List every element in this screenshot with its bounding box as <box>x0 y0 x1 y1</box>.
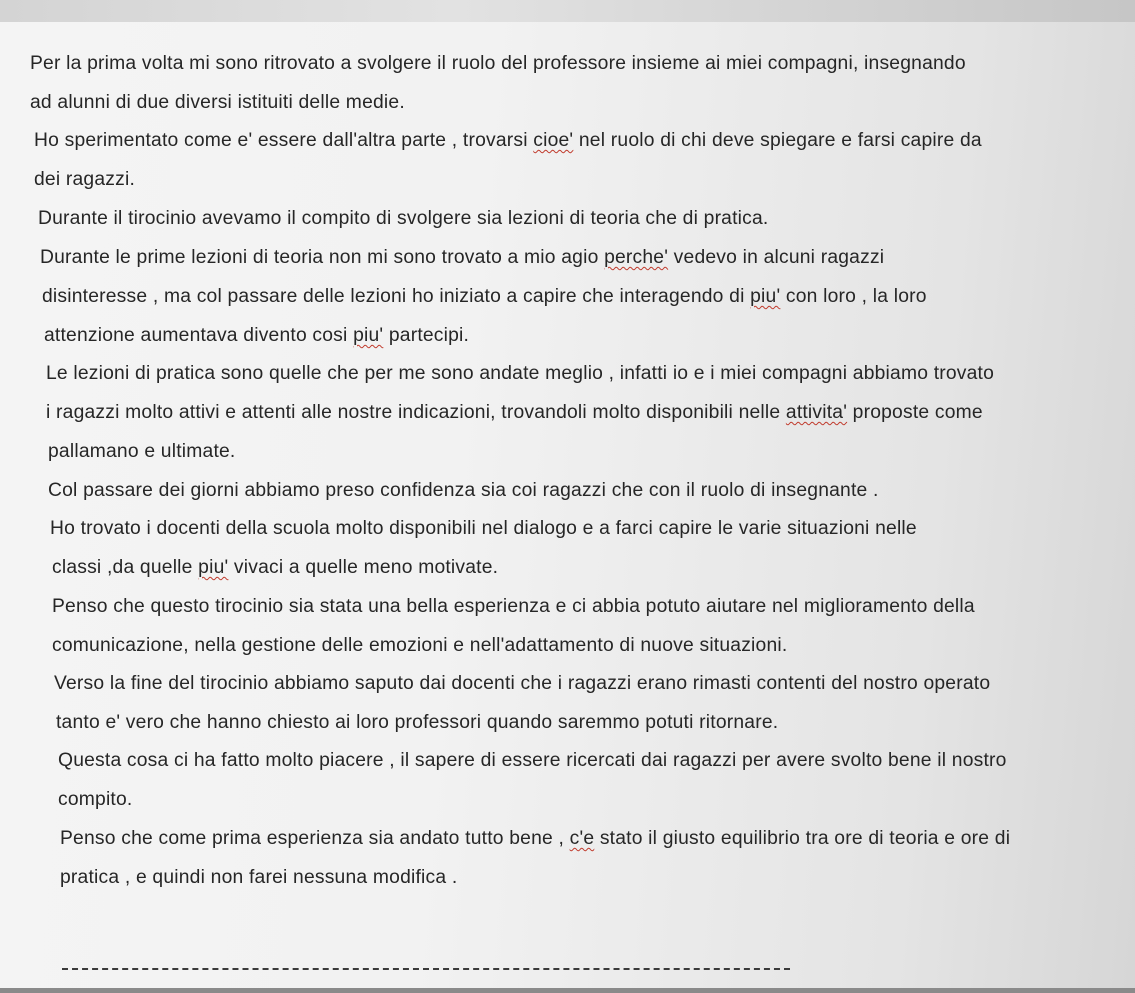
text-line: Ho trovato i docenti della scuola molto disponibili nel dialogo e a farci capire le varie situazioni nelle <box>50 518 917 539</box>
text-segment: stato il giusto equilibrio tra ore di teoria e ore di <box>594 828 1011 849</box>
text-line: dei ragazzi. <box>34 169 135 190</box>
text-line: Durante il tirocinio avevamo il compito di svolgere sia lezioni di teoria che di pratica. <box>38 208 769 229</box>
text-line: comunicazione, nella gestione delle emozioni e nell'adattamento di nuove situazioni. <box>52 635 788 656</box>
text-line: ad alunni di due diversi istituiti delle medie. <box>30 92 405 113</box>
text-segment: Durante le prime lezioni di teoria non mi sono trovato a mio agio <box>40 247 605 268</box>
text-line <box>34 129 982 153</box>
text-line: Verso la fine del tirocinio abbiamo saputo dai docenti che i ragazzi erano rimasti contenti del nostro operato <box>54 673 991 694</box>
text-segment: disinteresse , ma col passare delle lezioni ho iniziato a capire che interagendo di <box>42 286 751 307</box>
text-segment: attenzione aumentava divento cosi <box>44 325 354 346</box>
text-line <box>40 246 884 270</box>
document-page[interactable] <box>0 22 1135 988</box>
spellcheck-flagged-word: piu' <box>198 557 229 578</box>
text-line: Col passare dei giorni abbiamo preso confidenza sia coi ragazzi che con il ruolo di insegnante . <box>48 480 879 501</box>
spellcheck-flagged-word: cioe' <box>533 130 574 151</box>
text-line <box>42 285 927 309</box>
text-line: pallamano e ultimate. <box>48 441 236 462</box>
screen-bottom-edge <box>0 988 1135 993</box>
text-segment: proposte come <box>847 402 983 423</box>
text-segment: partecipi. <box>383 325 470 346</box>
spellcheck-flagged-word: perche' <box>604 247 669 268</box>
text-line <box>60 827 1010 851</box>
text-segment: nel ruolo di chi deve spiegare e farsi capire da <box>573 130 982 151</box>
text-line <box>46 401 983 425</box>
spellcheck-flagged-word: piu' <box>750 286 781 307</box>
text-segment: i ragazzi molto attivi e attenti alle nostre indicazioni, trovandoli molto disponibili nelle <box>46 402 786 423</box>
text-line: pratica , e quindi non farei nessuna modifica . <box>60 867 458 888</box>
spellcheck-flagged-word: c'e <box>569 828 595 849</box>
text-line: tanto e' vero che hanno chiesto ai loro professori quando saremmo potuti ritornare. <box>56 712 779 733</box>
text-line <box>44 324 469 348</box>
spellcheck-flagged-word: attivita' <box>785 402 848 423</box>
text-line: compito. <box>58 789 133 810</box>
text-segment: classi ,da quelle <box>52 557 199 578</box>
text-segment: Ho sperimentato come e' essere dall'altra parte , trovarsi <box>34 130 534 151</box>
text-line: Le lezioni di pratica sono quelle che per me sono andate meglio , infatti io e i miei compagni abbiamo trovato <box>46 363 995 384</box>
text-line: Penso che questo tirocinio sia stata una bella esperienza e ci abbia potuto aiutare nel miglioramento della <box>52 596 975 617</box>
text-segment: vivaci a quelle meno motivate. <box>228 557 499 578</box>
text-segment: Penso che come prima esperienza sia andato tutto bene , <box>60 828 570 849</box>
text-line: Per la prima volta mi sono ritrovato a svolgere il ruolo del professore insieme ai miei compagni, insegnando <box>30 53 966 74</box>
screen-top-edge <box>0 0 1135 22</box>
spellcheck-flagged-word: piu' <box>353 325 384 346</box>
text-segment: con loro , la loro <box>780 286 927 307</box>
text-line: Questa cosa ci ha fatto molto piacere , il sapere di essere ricercati dai ragazzi per avere svolto bene il nostro <box>58 750 1007 771</box>
text-line <box>52 556 498 580</box>
dashed-separator <box>62 968 790 970</box>
text-segment: vedevo in alcuni ragazzi <box>668 247 885 268</box>
